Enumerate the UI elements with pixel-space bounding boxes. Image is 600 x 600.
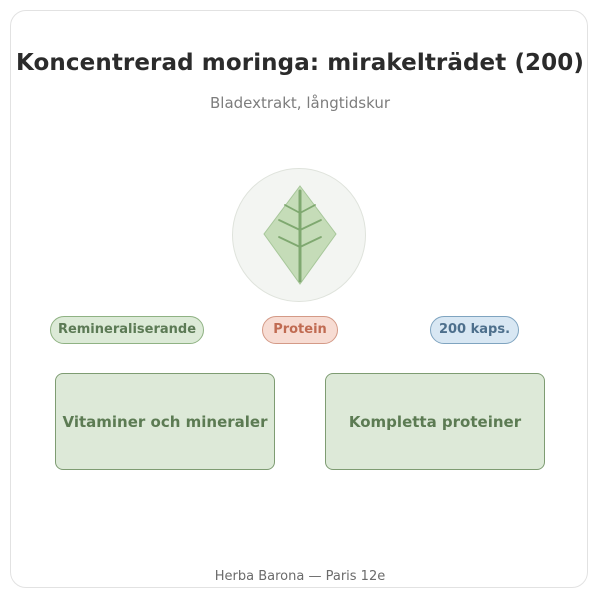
feature-complete-proteins xyxy=(325,373,545,470)
page-subtitle: Bladextrakt, långtidskur xyxy=(209,94,391,112)
tag-remineralizing: Remineraliserande xyxy=(50,316,204,344)
tag-capsule-count: 200 kaps. xyxy=(430,316,519,344)
feature-vitamins-minerals xyxy=(55,373,275,470)
feature-label: Kompletta proteiner xyxy=(348,412,522,431)
leaf-icon xyxy=(233,169,367,303)
tag-protein: Protein xyxy=(262,316,338,344)
feature-label: Vitaminer och mineraler xyxy=(62,412,268,431)
page-title: Koncentrerad moringa: mirakelträdet (200) xyxy=(16,50,584,76)
footer-credit: Herba Barona — Paris 12e xyxy=(214,569,386,584)
leaf-badge xyxy=(232,168,366,302)
